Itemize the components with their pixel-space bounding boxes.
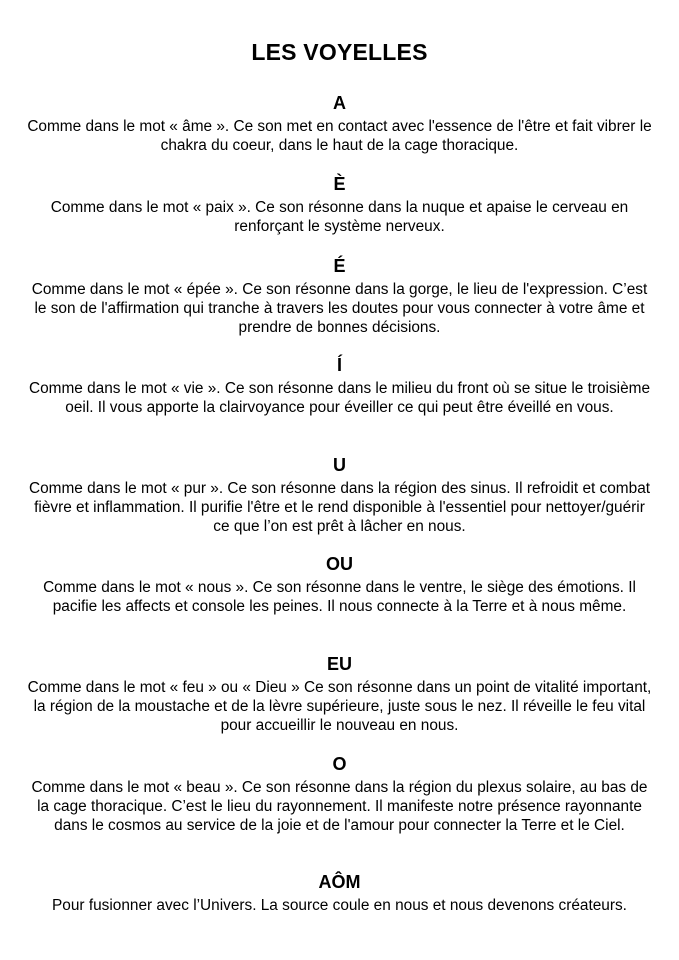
vowel-section-o: [24, 753, 655, 835]
vowel-heading: AÔM: [318, 872, 361, 892]
vowel-section-aom: [24, 871, 655, 915]
vowel-description: Comme dans le mot « épée ». Ce son résonne dans la gorge, le lieu de l'expression. C’est le son de l'affirmation qui tranche à travers les doutes pour vous connecter à votre âme et prendre de bonnes décisions.: [31, 281, 648, 336]
vowel-description: Pour fusionner avec l’Univers. La source coule en nous et nous devenons créateurs.: [52, 897, 627, 914]
vowel-description: Comme dans le mot « vie ». Ce son résonne dans le milieu du front où se situe le troisième oeil. Il vous apporte la clairvoyance pour éveiller ce qui peut être éveillé en vous.: [28, 380, 651, 416]
vowel-heading: U: [333, 455, 346, 475]
vowel-description: Comme dans le mot « nous ». Ce son résonne dans le ventre, le siège des émotions. Il pacifie les affects et console les peines. Il nous connecte à la Terre et à nous même.: [43, 579, 636, 615]
vowel-heading: É: [333, 256, 346, 276]
vowel-description: Comme dans le mot « feu » ou « Dieu » Ce son résonne dans un point de vitalité important, la région de la moustache et de la lèvre supérieure, juste sous le nez. Il réveille le feu vital pour accueillir le nouveau en nous.: [27, 679, 652, 734]
vowel-section-e-acute: [24, 255, 655, 337]
vowel-heading: È: [333, 174, 346, 194]
vowel-description: Comme dans le mot « âme ». Ce son met en contact avec l'essence de l'être et fait vibrer le chakra du coeur, dans le haut de la cage thoracique.: [27, 118, 652, 154]
vowel-heading: EU: [326, 654, 352, 674]
vowel-section-eu: [24, 653, 655, 735]
page-title: LES VOYELLES: [251, 39, 428, 65]
vowel-section-e-grave: [24, 173, 655, 236]
vowel-heading: OU: [326, 554, 353, 574]
vowel-description: Comme dans le mot « paix ». Ce son résonne dans la nuque et apaise le cerveau en renforçant le système nerveux.: [50, 199, 629, 235]
vowel-description: Comme dans le mot « beau ». Ce son résonne dans la région du plexus solaire, au bas de la cage thoracique. C’est le lieu du rayonnement. Il manifeste notre présence rayonnante dans le cosmos au service de la joie et de l'amour pour connecter la Terre et le Ciel.: [31, 779, 648, 834]
vowel-heading: Í: [336, 355, 342, 375]
vowel-section-i: [24, 354, 655, 417]
vowel-section-a: [24, 92, 655, 155]
vowel-heading: O: [332, 754, 347, 774]
vowel-heading: A: [333, 93, 346, 113]
vowel-section-ou: [24, 553, 655, 616]
vowel-description: Comme dans le mot « pur ». Ce son résonne dans la région des sinus. Il refroidit et combat fièvre et inflammation. Il purifie l'être et le rend disponible à l'essentiel pour nettoyer/guérir ce que l’on est prêt à lâcher en nous.: [28, 480, 651, 535]
vowel-section-u: [24, 454, 655, 536]
